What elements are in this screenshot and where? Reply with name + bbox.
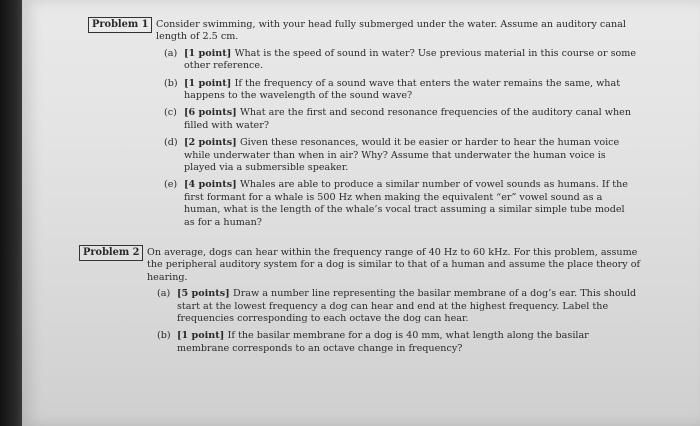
part-text: What is the speed of sound in water? Use previous material in this course or some other reference. xyxy=(184,47,637,72)
problem-1-part-c xyxy=(164,107,638,132)
part-points: [2 points] xyxy=(184,137,240,149)
part-text: If the frequency of a sound wave that enters the water remains the same, what happens to the wavelength of the sound wave? xyxy=(184,77,621,102)
problem-2-part-a xyxy=(157,288,637,325)
problem-1-intro: Consider swimming, with your head fully submerged under the water. Assume an auditory canal length of 2.5 cm. xyxy=(156,19,626,43)
problem-2-intro: On average, dogs can hear within the frequency range of 40 Hz to 60 kHz. For this problem, assume the peripheral auditory system for a dog is similar to that of a human and assume the place theory of hearing. xyxy=(147,247,641,283)
part-points: [6 points] xyxy=(184,107,240,119)
part-tag: (b) xyxy=(164,77,178,89)
problem-1-part-d xyxy=(164,137,638,174)
part-points: [4 points] xyxy=(184,179,240,191)
problem-1 xyxy=(88,19,648,234)
problem-2-label: Problem 2 xyxy=(79,245,143,261)
part-tag: (c) xyxy=(164,107,177,119)
problem-2-parts xyxy=(157,288,637,355)
problem-1-part-b xyxy=(164,78,638,103)
part-tag: (e) xyxy=(164,179,178,191)
problem-2 xyxy=(79,247,651,360)
part-tag: (d) xyxy=(164,137,178,149)
problem-1-part-a xyxy=(164,48,638,73)
part-tag: (b) xyxy=(157,330,171,342)
part-tag: (a) xyxy=(164,47,178,59)
part-points: [1 point] xyxy=(177,330,228,342)
problem-1-parts xyxy=(164,48,638,229)
part-text: If the basilar membrane for a dog is 40 mm, what length along the basilar membrane corresponds to an octave change in frequency? xyxy=(177,330,589,354)
part-points: [1 point] xyxy=(184,47,235,59)
part-text: Draw a number line representing the basilar membrane of a dog’s ear. This should start at the lowest frequency a dog can hear and end at the highest frequency. Label the frequencies corresponding to each octave the dog can hear. xyxy=(177,288,637,325)
problem-2-part-b xyxy=(157,330,637,355)
part-text: Whales are able to produce a similar number of vowel sounds as humans. If the first formant for a whale is 500 Hz when making the equivalent “er” vowel sound as a human, what is the length of the whale’s vocal tract assuming a similar simple tube model as for a human? xyxy=(184,179,628,228)
part-points: [5 points] xyxy=(177,288,233,300)
part-points: [1 point] xyxy=(184,77,235,89)
problem-1-label: Problem 1 xyxy=(88,17,152,33)
part-text: What are the first and second resonance frequencies of the auditory canal when filled with water? xyxy=(184,107,631,131)
homework-sheet xyxy=(22,0,700,426)
part-tag: (a) xyxy=(157,288,171,300)
part-text: Given these resonances, would it be easier or harder to hear the human voice while underwater than when in air? Why? Assume that underwater the human voice is played via a submersible speaker. xyxy=(184,137,620,174)
problem-1-part-e xyxy=(164,179,638,229)
